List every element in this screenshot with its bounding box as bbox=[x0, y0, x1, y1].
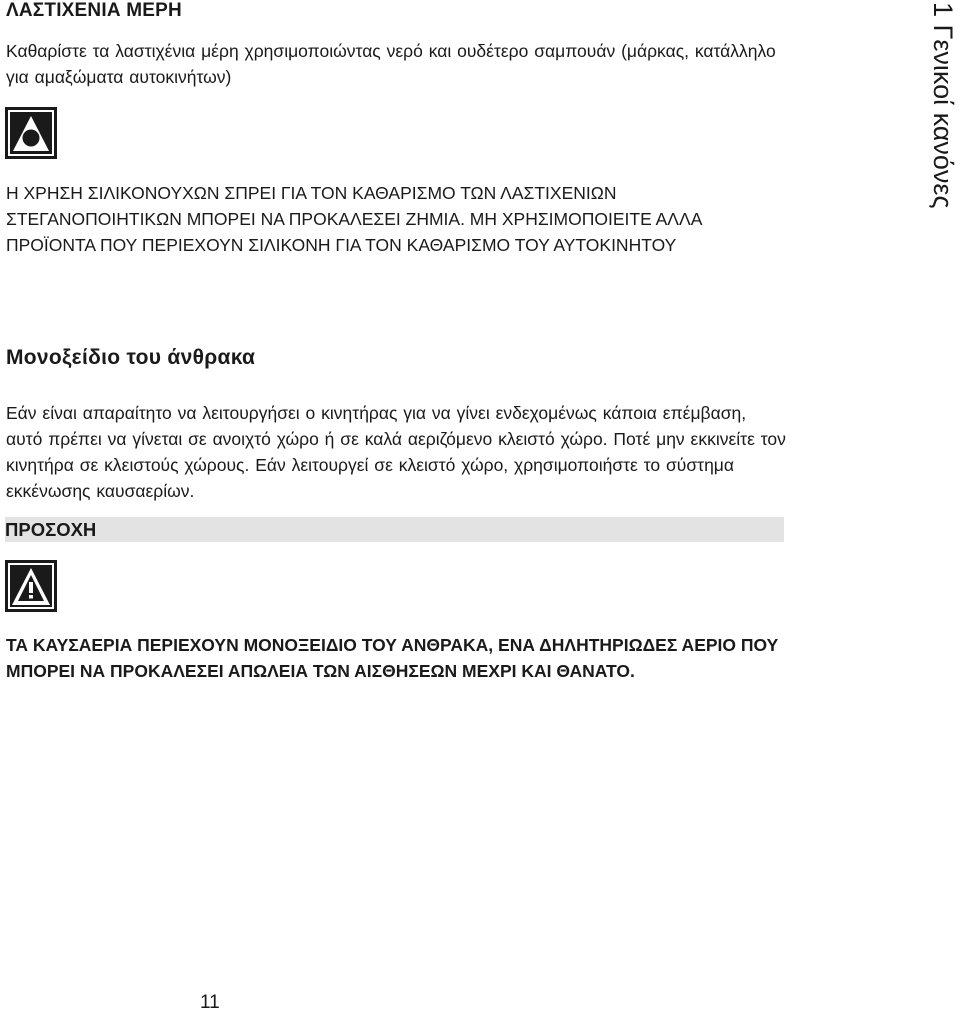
caution-label: ΠΡΟΣΟΧΗ bbox=[5, 519, 97, 540]
section-heading-rubber-parts: ΛΑΣΤΙΧΕΝΙΑ ΜΕΡΗ bbox=[6, 0, 182, 21]
caution-bar bbox=[5, 517, 784, 542]
section-heading-carbon-monoxide: Μονοξείδιο του άνθρακα bbox=[6, 346, 256, 369]
silicone-warning-text: Η ΧΡΗΣΗ ΣΙΛΙΚΟΝΟΥΧΩΝ ΣΠΡΕΙ ΓΙΑ ΤΟΝ ΚΑΘΑΡΙΣΜΟ ΤΩΝ ΛΑΣΤΙΧΕΝΙΩΝ ΣΤΕΓΑΝΟΠΟΙΗΤΙΚΩΝ ΜΠΟΡΕΙ ΝΑ ΠΡΟΚΑΛΕΣΕΙ ΖΗΜΙΑ. ΜΗ ΧΡΗΣΙΜΟΠΟΙΕΙΤΕ ΑΛΛΑ ΠΡΟΪΟΝΤΑ ΠΟΥ ΠΕΡΙΕΧΟΥΝ ΣΙΛΙΚΟΝΗ ΓΙΑ ΤΟΝ ΚΑΘΑΡΙΣΜΟ ΤΟΥ ΑΥΤΟΚΙΝΗΤΟΥ bbox=[6, 183, 702, 255]
rubber-parts-paragraph: Καθαρίστε τα λαστιχένια μέρη χρησιμοποιώντας νερό και ουδέτερο σαμπουάν (μάρκας, κατάλληλο για αμαξώματα αυτοκινήτων) bbox=[6, 41, 776, 87]
exhaust-warning-text: ΤΑ ΚΑΥΣΑΕΡΙΑ ΠΕΡΙΕΧΟΥΝ ΜΟΝΟΞΕΙΔΙΟ ΤΟΥ ΑΝΘΡΑΚΑ, ΕΝΑ ΔΗΛΗΤΗΡΙΩΔΕΣ ΑΕΡΙΟ ΠΟΥ ΜΠΟΡΕΙ ΝΑ ΠΡΟΚΑΛΕΣΕΙ ΑΠΩΛΕΙΑ ΤΩΝ ΑΙΣΘΗΣΕΩΝ ΜΕΧΡΙ ΚΑΙ ΘΑΝΑΤΟ. bbox=[6, 635, 779, 681]
carbon-monoxide-paragraph: Εάν είναι απαραίτητο να λειτουργήσει ο κινητήρας για να γίνει ενδεχομένως κάποια επέμβαση, αυτό πρέπει να γίνεται σε ανοιχτό χώρο ή σε καλά αεριζόμενο κλειστό χώρο. Ποτέ μην εκκινείτε τον κινητήρα σε κλειστούς χώρους. Εάν λειτουργεί σε κλειστό χώρο, χρησιμοποιήστε το σύστημα εκκένωσης καυσαερίων. bbox=[6, 403, 786, 501]
warning-triangle-icon bbox=[5, 560, 57, 612]
page-number: 11 bbox=[200, 992, 220, 1013]
caution-symbol-icon bbox=[5, 107, 57, 159]
side-chapter-tab bbox=[928, 0, 960, 230]
side-chapter-label: 1 Γενικοί κανόνες bbox=[928, 2, 958, 209]
